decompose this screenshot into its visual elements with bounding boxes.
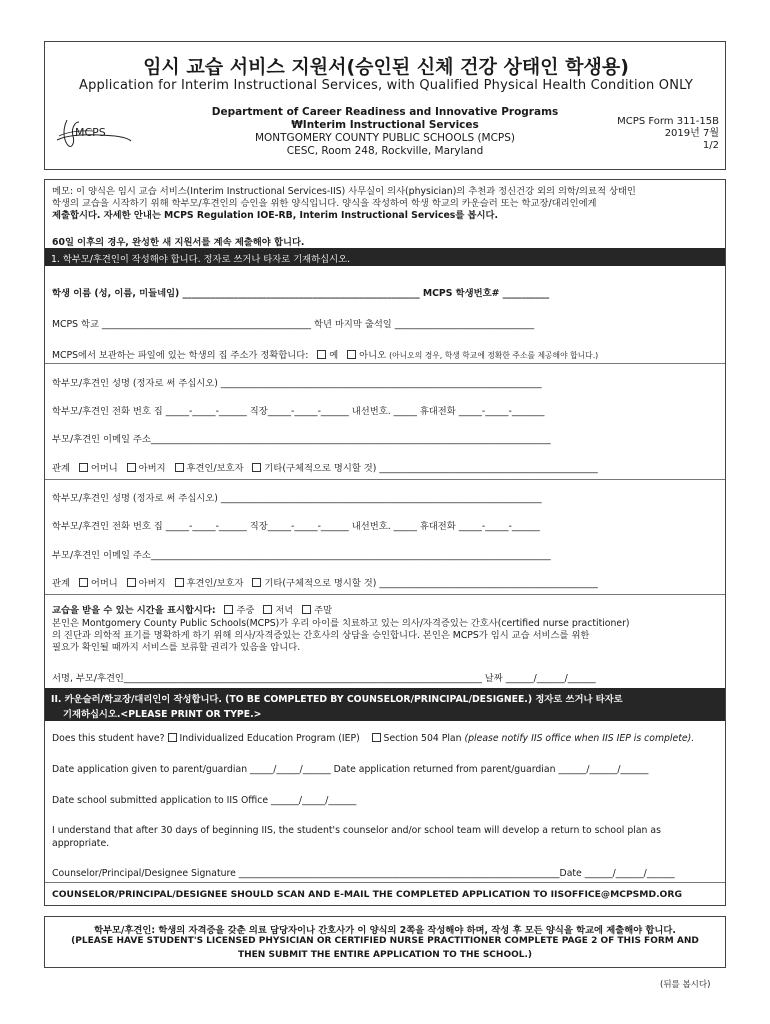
- relationship-label: 관계: [52, 463, 70, 474]
- office-address: CESC, Room 248, Rockville, Maryland: [286, 145, 484, 157]
- divider: [45, 882, 725, 883]
- section-2-header: [45, 688, 725, 721]
- guardian-1-relationship-row: [52, 460, 598, 474]
- form-number: MCPS Form 311-15B: [617, 116, 719, 127]
- school-grade-field[interactable]: MCPS 학교 _____________________________________________ 학년 마지막 출석일 ______________________________: [52, 319, 535, 330]
- guardian-2-phone-field[interactable]: 학부모/후견인 전화 번호 집 _____-_____-______ 직장_____-_____-______ 내선번호. _____ 휴대전화 _____-_____-______: [52, 521, 540, 532]
- guardian-1-guardian-checkbox[interactable]: [175, 463, 184, 472]
- form-page: 1/2: [702, 140, 719, 151]
- submission-date-field[interactable]: Date school submitted application to IIS Office ______/_____/______: [52, 795, 357, 806]
- office-name: ₩Interim Instructional Services: [291, 119, 479, 131]
- relationship-label: 관계: [52, 578, 70, 589]
- guardian-label: 후견인/보호자: [186, 578, 244, 589]
- plan-type-row: [52, 733, 694, 744]
- address-no-checkbox[interactable]: [347, 350, 356, 359]
- 504-plan-note: (please notify IIS office when IIS IEP is complete).: [464, 733, 695, 744]
- father-label: 아버지: [138, 463, 166, 474]
- consent-line-1: 본인은 Montgomery County Public Schools(MCPS)가 우리 아이를 치료하고 있는 의사/자격증있는 간호사(certified nurse practitioner): [52, 618, 630, 629]
- divider: [45, 363, 725, 364]
- weekday-label: 주중: [236, 605, 255, 616]
- mcps-logo-icon: [53, 114, 133, 154]
- student-name-field[interactable]: 학생 이름 (성, 이름, 미들네임) ___________________________________________________ MCPS 학생번호# __________: [52, 288, 550, 299]
- guardian-1-father-checkbox[interactable]: [127, 463, 136, 472]
- form-number-block: [605, 116, 719, 152]
- mother-label: 어머니: [90, 578, 118, 589]
- resubmit-notice: 60일 이후의 경우, 완성한 새 지원서를 계속 제출해야 합니다.: [52, 237, 305, 248]
- application-form-body: [44, 179, 726, 906]
- parent-instruction-box: [44, 916, 726, 968]
- availability-label: 교습을 받을 수 있는 시간을 표시합시다:: [52, 605, 216, 616]
- consent-line-3: 필요가 확인될 때까지 서비스를 보류할 권리가 있음을 압니다.: [52, 642, 301, 653]
- mother-label: 어머니: [90, 463, 118, 474]
- guardian-2-father-checkbox[interactable]: [127, 578, 136, 587]
- guardian-1-mother-checkbox[interactable]: [79, 463, 88, 472]
- divider: [45, 479, 725, 480]
- address-question-row: [52, 347, 598, 361]
- consent-line-2: 의 진단과 의학적 표기를 명확하게 하기 위해 의사/자격증있는 간호사의 상담을 승인합니다. 본인은 MCPS가 임시 교습 서비스를 위한: [52, 630, 590, 641]
- address-no-label: 아니오: [359, 350, 387, 361]
- evening-label: 저녁: [275, 605, 294, 616]
- address-question-label: MCPS에서 보관하는 파일에 있는 학생의 집 주소가 정확합니다:: [52, 350, 309, 361]
- iep-label: Individualized Education Program (IEP): [179, 733, 360, 744]
- return-plan-line-2: appropriate.: [52, 838, 110, 849]
- father-label: 아버지: [138, 578, 166, 589]
- guardian-1-phone-field[interactable]: 학부모/후견인 전화 번호 집 _____-_____-______ 직장_____-_____-______ 내선번호. _____ 휴대전화 _____-_____-_______: [52, 406, 545, 417]
- availability-row: [52, 602, 332, 616]
- evening-checkbox[interactable]: [263, 605, 272, 614]
- turn-over-note: (뒤를 봅시다): [660, 980, 711, 990]
- form-title-english: Application for Interim Instructional Services, with Qualified Physical Health Condition ONLY: [78, 78, 694, 93]
- weekend-checkbox[interactable]: [302, 605, 311, 614]
- memo-line-3: 제출합시다. 자세한 안내는 MCPS Regulation IOE-RB, Interim Instructional Services를 봅시다.: [52, 210, 499, 221]
- guardian-2-guardian-checkbox[interactable]: [175, 578, 184, 587]
- section-1-header: [45, 248, 725, 266]
- 504-plan-label: Section 504 Plan: [383, 733, 462, 744]
- scan-email-instruction: COUNSELOR/PRINCIPAL/DESIGNEE SHOULD SCAN AND E-MAIL THE COMPLETED APPLICATION TO IISOFFICE@MCPSMD.ORG: [52, 889, 682, 900]
- mcps-logo: [53, 114, 133, 154]
- guardian-1-email-field[interactable]: 부모/후견인 이메일 주소______________________________________________________________________________________: [52, 434, 551, 445]
- section-2-title-line-2: 기재하십시오.<PLEASE PRINT OR TYPE.>: [63, 709, 262, 720]
- department-info: [195, 106, 575, 158]
- form-date: 2019년 7월: [664, 128, 719, 139]
- guardian-label: 후견인/보호자: [186, 463, 244, 474]
- parent-signature-field[interactable]: 서명, 부모/후견인_____________________________________________________________________________ 날짜 ______/______/______: [52, 673, 596, 684]
- department-name: Department of Career Readiness and Innovative Programs: [211, 106, 559, 118]
- form-header: [44, 41, 726, 170]
- other-label: 기타(구체적으로 명시할 것) _______________________________________________: [264, 578, 598, 589]
- parent-instruction-english-2: THEN SUBMIT THE ENTIRE APPLICATION TO THE SCHOOL.): [237, 950, 533, 960]
- district-name: MONTGOMERY COUNTY PUBLIC SCHOOLS (MCPS): [254, 132, 516, 144]
- application-dates-field[interactable]: Date application given to parent/guardian _____/_____/______ Date application returned from parent/guardian ______/______/______: [52, 764, 649, 775]
- parent-instruction-korean: 학부모/후견인: 학생의 자격증을 갖춘 의료 담당자이나 간호사가 이 양식의 2쪽을 작성해야 하며, 작성 후 모든 양식을 학교에 제출해야 합니다.: [94, 925, 676, 936]
- weekday-checkbox[interactable]: [224, 605, 233, 614]
- iep-checkbox[interactable]: [168, 733, 177, 742]
- guardian-1-name-field[interactable]: 학부모/후견인 성명 (정자로 써 주십시오) _____________________________________________________________________: [52, 378, 542, 389]
- guardian-2-email-field[interactable]: 부모/후견인 이메일 주소______________________________________________________________________________________: [52, 550, 551, 561]
- guardian-2-other-checkbox[interactable]: [252, 578, 261, 587]
- address-note: (아니오의 경우, 학생 학교에 정확한 주소를 제공해야 합니다.): [389, 351, 599, 360]
- memo-line-2: 학생의 교습을 시작하기 위해 학부모/후견인의 승인을 위한 양식입니다. 양식을 작성하여 학생 학교의 카운슬러 또는 학교장/대리인에게: [52, 198, 597, 209]
- counselor-signature-field[interactable]: Counselor/Principal/Designee Signature _____________________________________________________________________Date ______/______/______: [52, 868, 675, 879]
- memo-line-1: 메모: 이 양식은 임시 교습 서비스(Interim Instructional Services-IIS) 사무실이 의사(physician)의 추천과 정신건강 외의 의학/의료적 상태인: [52, 186, 636, 197]
- 504-plan-checkbox[interactable]: [372, 733, 381, 742]
- logo-text: MCPS: [75, 126, 106, 139]
- form-title-korean: 임시 교습 서비스 지원서(승인된 신체 건강 상태인 학생용): [143, 56, 629, 78]
- section-1-title: 1. 학부모/후견인이 작성해야 합니다. 정자로 쓰거나 타자로 기재하십시오.: [51, 254, 351, 265]
- return-plan-statement: [52, 824, 661, 850]
- divider: [45, 594, 725, 595]
- other-label: 기타(구체적으로 명시할 것) _______________________________________________: [264, 463, 598, 474]
- weekend-label: 주말: [314, 605, 333, 616]
- section-2-title-line-1: II. 카운슬러/학교장/대리인이 작성합니다. (TO BE COMPLETED BY COUNSELOR/PRINCIPAL/DESIGNEE.) 정자로 쓰거나 타자로: [51, 694, 623, 705]
- parent-instruction-english-1: (PLEASE HAVE STUDENT'S LICENSED PHYSICIAN OR CERTIFIED NURSE PRACTITIONER COMPLETE PAGE 2 OF THIS FORM AND: [71, 936, 699, 946]
- return-plan-line-1: I understand that after 30 days of beginning IIS, the student's counselor and/or school team will develop a return to school plan as: [52, 825, 661, 836]
- memo-block: [52, 186, 636, 222]
- address-yes-label: 예: [329, 350, 339, 361]
- guardian-2-name-field[interactable]: 학부모/후견인 성명 (정자로 써 주십시오) _____________________________________________________________________: [52, 493, 542, 504]
- consent-statement: [52, 618, 630, 654]
- guardian-2-relationship-row: [52, 575, 598, 589]
- guardian-2-mother-checkbox[interactable]: [79, 578, 88, 587]
- guardian-1-other-checkbox[interactable]: [252, 463, 261, 472]
- plan-type-question: Does this student have?: [52, 733, 165, 744]
- address-yes-checkbox[interactable]: [317, 350, 326, 359]
